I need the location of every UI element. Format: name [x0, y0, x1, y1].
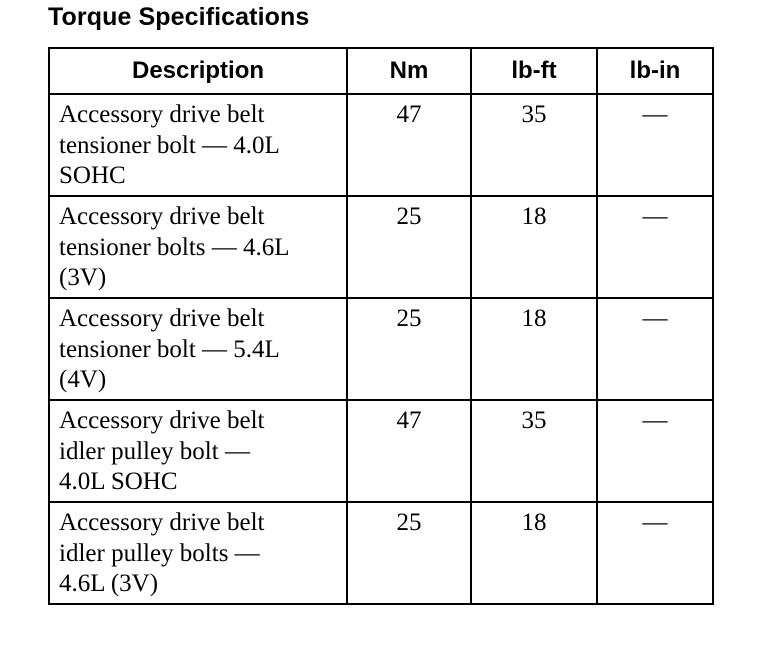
- column-header-nm: Nm: [347, 48, 471, 94]
- lb-in-cell: —: [597, 400, 713, 502]
- description-cell: Accessory drive belt idler pulley bolt — 4.0L SOHC: [49, 400, 347, 502]
- lb-ft-cell: 35: [471, 94, 597, 196]
- table-body: [49, 94, 713, 604]
- column-header-lb-ft: lb-ft: [471, 48, 597, 94]
- nm-cell: 25: [347, 502, 471, 604]
- lb-ft-cell: 18: [471, 502, 597, 604]
- lb-in-cell: —: [597, 94, 713, 196]
- lb-ft-cell: 18: [471, 196, 597, 298]
- column-header-lb-in: lb-in: [597, 48, 713, 94]
- description-cell: Accessory drive belt tensioner bolts — 4.6L (3V): [49, 196, 347, 298]
- table-row: [49, 298, 713, 400]
- nm-cell: 25: [347, 298, 471, 400]
- nm-cell: 47: [347, 94, 471, 196]
- lb-ft-cell: 35: [471, 400, 597, 502]
- header-row: [49, 48, 713, 94]
- page-title: Torque Specifications: [48, 3, 310, 31]
- torque-spec-table: [48, 47, 714, 605]
- description-cell: Accessory drive belt tensioner bolt — 4.0L SOHC: [49, 94, 347, 196]
- nm-cell: 25: [347, 196, 471, 298]
- lb-ft-cell: 18: [471, 298, 597, 400]
- table-row: [49, 94, 713, 196]
- column-header-description: Description: [49, 48, 347, 94]
- lb-in-cell: —: [597, 298, 713, 400]
- table-row: [49, 400, 713, 502]
- lb-in-cell: —: [597, 196, 713, 298]
- table-header: [49, 48, 713, 94]
- nm-cell: 47: [347, 400, 471, 502]
- table-row: [49, 196, 713, 298]
- table-row: [49, 502, 713, 604]
- description-cell: Accessory drive belt idler pulley bolts — 4.6L (3V): [49, 502, 347, 604]
- lb-in-cell: —: [597, 502, 713, 604]
- description-cell: Accessory drive belt tensioner bolt — 5.4L (4V): [49, 298, 347, 400]
